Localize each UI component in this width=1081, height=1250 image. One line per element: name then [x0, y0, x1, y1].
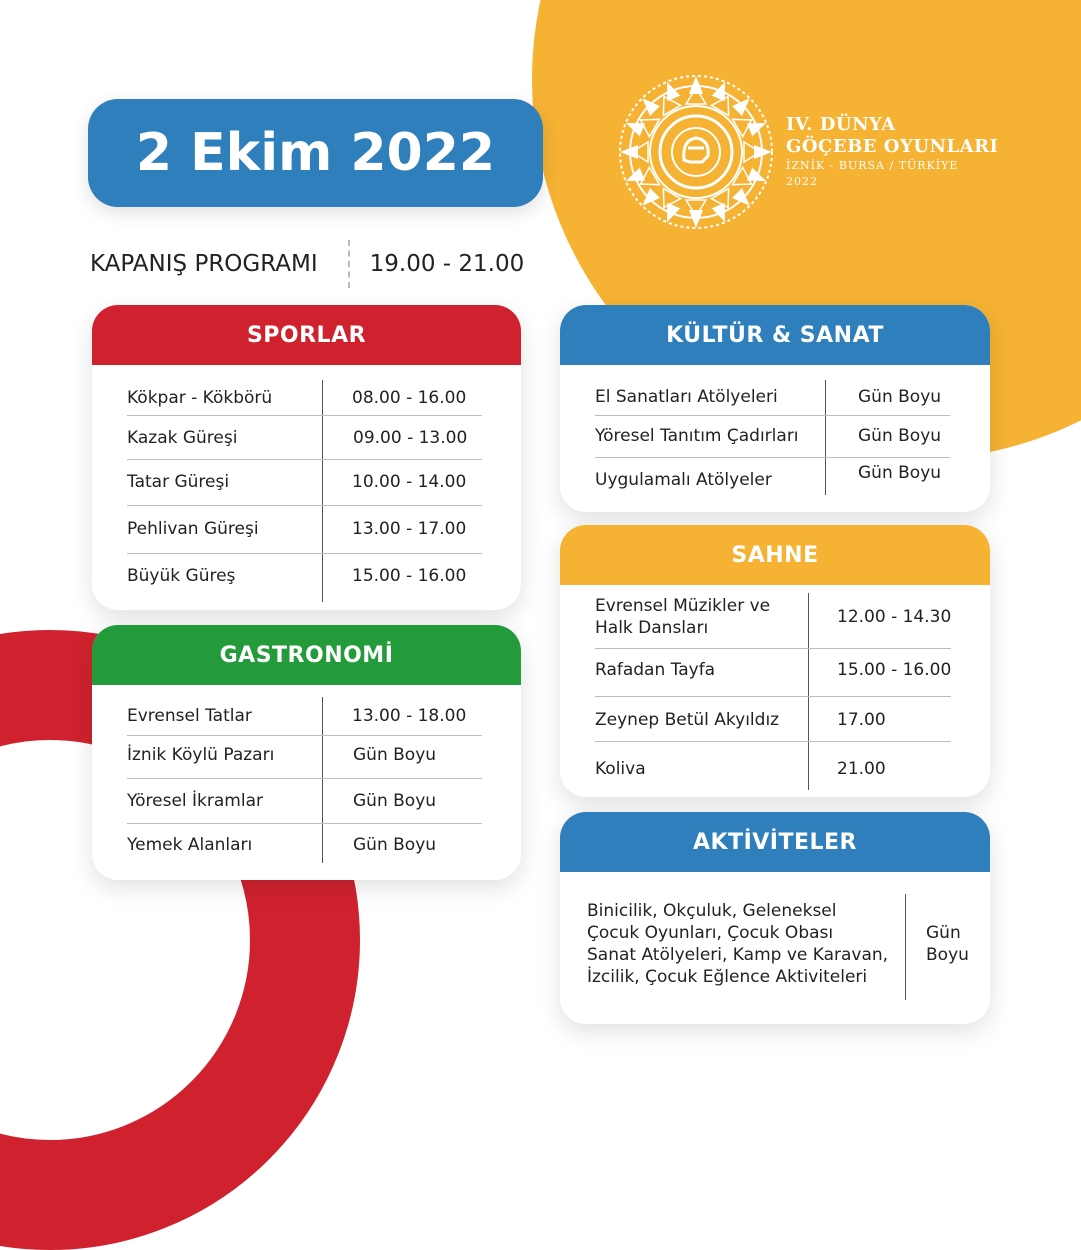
sahne-card [560, 525, 990, 797]
event-time: Gün Boyu [353, 791, 437, 811]
event-time: Gün Boyu [353, 835, 437, 855]
event-name-line-2: Halk Dansları [595, 618, 709, 638]
activities-line-1: Binicilik, Okçuluk, Geleneksel [587, 901, 837, 921]
logo-line-1: IV. DÜNYA [786, 114, 896, 135]
row-divider [127, 778, 482, 779]
table-row [92, 832, 521, 858]
event-name: Pehlivan Güreşi [127, 519, 259, 539]
event-name: Kökpar - Kökbörü [127, 388, 273, 408]
table-row [560, 756, 990, 782]
event-time: 09.00 - 13.00 [353, 428, 468, 448]
activities-time [926, 922, 969, 966]
event-name-line-1: Evrensel Müzikler ve [595, 596, 771, 616]
event-name: İznik Köylü Pazarı [127, 745, 275, 765]
event-time: 15.00 - 16.00 [837, 660, 952, 680]
table-row [560, 463, 990, 493]
row-divider [595, 648, 951, 649]
event-name: Kazak Güreşi [127, 428, 238, 448]
event-name [595, 595, 770, 639]
activities-time-line-1: Gün [926, 923, 961, 943]
event-name: Koliva [595, 759, 646, 779]
table-row [92, 563, 521, 589]
event-name: Uygulamalı Atölyeler [595, 470, 772, 490]
event-time: Gün Boyu [353, 745, 437, 765]
column-divider [905, 894, 906, 1000]
table-row [92, 516, 521, 542]
event-name: Yöresel Tanıtım Çadırları [595, 426, 799, 446]
event-time: Gün Boyu [858, 463, 942, 483]
row-divider [595, 696, 951, 697]
event-name: Zeynep Betül Akyıldız [595, 710, 780, 730]
table-row [560, 707, 990, 733]
table-row [560, 657, 990, 683]
table-row [92, 469, 521, 495]
sporlar-header: SPORLAR [92, 305, 521, 365]
table-row [92, 742, 521, 768]
event-time: 15.00 - 16.00 [352, 566, 467, 586]
kultur-sanat-header: KÜLTÜR & SANAT [560, 305, 990, 365]
event-name: Tatar Güreşi [127, 472, 230, 492]
activities-list [587, 900, 888, 988]
event-time: 17.00 [837, 710, 886, 730]
event-name: Yöresel İkramlar [127, 791, 263, 811]
row-divider [595, 457, 950, 458]
sahne-header: SAHNE [560, 525, 990, 585]
aktiviteler-card [560, 812, 990, 1024]
logo-line-2: GÖÇEBE OYUNLARI [786, 136, 999, 157]
program-time: 19.00 - 21.00 [369, 251, 525, 277]
row-divider [127, 735, 482, 736]
activities-time-line-2: Boyu [926, 945, 969, 965]
program-divider [348, 240, 350, 288]
kultur-sanat-card [560, 305, 990, 512]
event-time: Gün Boyu [858, 387, 942, 407]
table-row [92, 788, 521, 814]
event-name: Yemek Alanları [127, 835, 253, 855]
table-row [560, 423, 990, 449]
closing-program-line [90, 240, 524, 288]
date-title: 2 Ekim 2022 [88, 99, 543, 207]
logo-line-3: İZNİK - BURSA / TÜRKİYE [786, 159, 959, 172]
event-time: 13.00 - 17.00 [352, 519, 467, 539]
program-label: KAPANIŞ PROGRAMI [90, 251, 318, 277]
table-row [92, 385, 521, 411]
sporlar-card [92, 305, 521, 610]
row-divider [127, 459, 482, 460]
row-divider [595, 415, 950, 416]
event-time: 21.00 [837, 759, 886, 779]
table-row [92, 703, 521, 729]
gastronomi-header: GASTRONOMİ [92, 625, 521, 685]
row-divider [127, 553, 482, 554]
event-time: 10.00 - 14.00 [352, 472, 467, 492]
table-row [560, 384, 990, 410]
event-name: Evrensel Tatlar [127, 706, 252, 726]
row-divider [595, 741, 951, 742]
row-divider [127, 415, 482, 416]
event-name: El Sanatları Atölyeleri [595, 387, 778, 407]
event-name: Büyük Güreş [127, 566, 236, 586]
event-time: Gün Boyu [858, 426, 942, 446]
logo-text [786, 114, 998, 190]
activities-line-3: Sanat Atölyeleri, Kamp ve Karavan, [587, 945, 889, 965]
row-divider [127, 823, 482, 824]
gastronomi-card [92, 625, 521, 880]
table-row [560, 593, 990, 641]
event-time: 08.00 - 16.00 [352, 388, 467, 408]
aktiviteler-header: AKTİVİTELER [560, 812, 990, 872]
row-divider [127, 505, 482, 506]
event-time: 13.00 - 18.00 [352, 706, 467, 726]
table-row [92, 425, 521, 451]
activities-line-2: Çocuk Oyunları, Çocuk Obası [587, 923, 834, 943]
event-time: 12.00 - 14.30 [837, 607, 952, 627]
event-name: Rafadan Tayfa [595, 660, 716, 680]
activities-line-4: İzcilik, Çocuk Eğlence Aktiviteleri [587, 967, 868, 987]
logo-line-4: 2022 [786, 175, 818, 188]
